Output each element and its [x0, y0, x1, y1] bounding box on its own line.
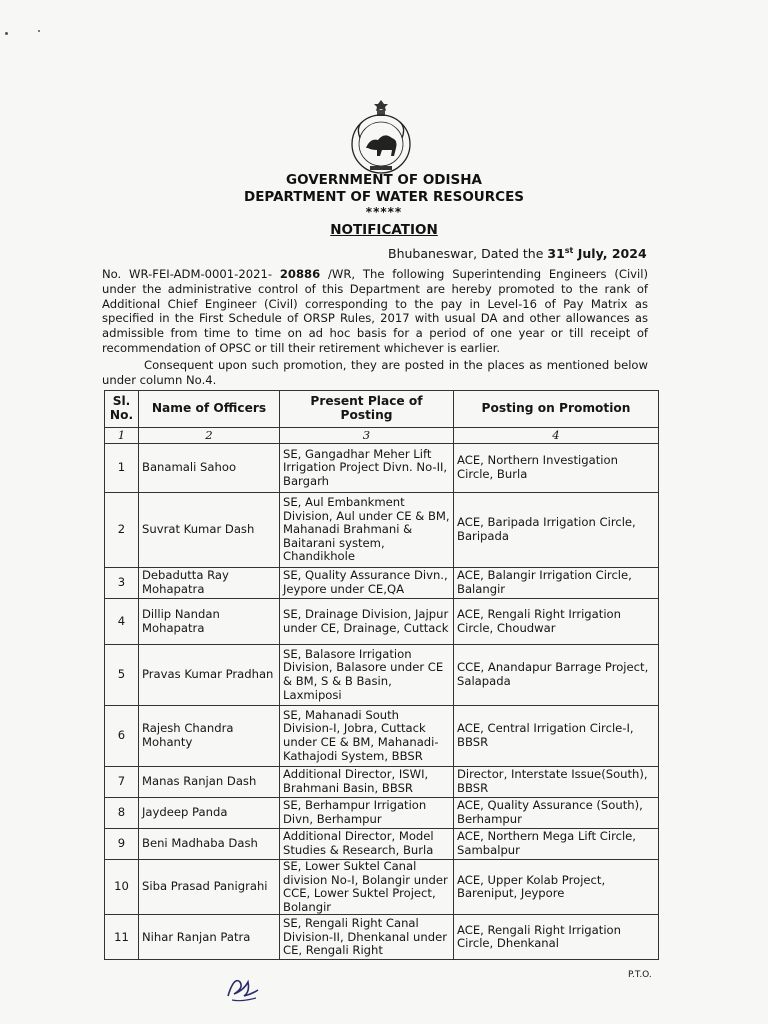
column-number: 2: [139, 428, 280, 444]
table-row: [105, 444, 659, 493]
table-row: [105, 798, 659, 829]
column-number: 1: [105, 428, 139, 444]
promotion-paragraph: [102, 267, 648, 356]
pto-label: P.T.O.: [628, 970, 652, 980]
header-present-posting: Present Place of Posting: [280, 391, 454, 428]
cell-sl-no: 6: [105, 706, 139, 767]
date-month-year: July, 2024: [573, 246, 647, 262]
department-heading: DEPARTMENT OF WATER RESOURCES: [243, 189, 525, 205]
cell-officer-name: Pravas Kumar Pradhan: [139, 645, 280, 706]
reference-prefix: No. WR-FEI-ADM-0001-2021-: [102, 267, 280, 281]
cell-officer-name: Dillip Nandan Mohapatra: [139, 599, 280, 645]
date-day: 31: [547, 246, 565, 262]
signature-icon: [222, 972, 264, 1006]
table-row: [105, 493, 659, 568]
cell-promotion-posting: Director, Interstate Issue(South), BBSR: [454, 767, 659, 798]
table-header-row: [105, 391, 659, 428]
header-name: Name of Officers: [139, 391, 280, 428]
table-row: [105, 767, 659, 798]
cell-promotion-posting: ACE, Rengali Right Irrigation Circle, Dhenkanal: [454, 915, 659, 960]
cell-sl-no: 7: [105, 767, 139, 798]
date-day-suffix: st: [564, 246, 574, 255]
odisha-state-emblem-icon: [346, 98, 416, 176]
table-row: [105, 645, 659, 706]
cell-sl-no: 1: [105, 444, 139, 493]
cell-promotion-posting: ACE, Quality Assurance (South), Berhampur: [454, 798, 659, 829]
cell-sl-no: 5: [105, 645, 139, 706]
cell-present-posting: SE, Gangadhar Meher Lift Irrigation Project Divn. No-II, Bargarh: [280, 444, 454, 493]
cell-sl-no: 4: [105, 599, 139, 645]
table-row: [105, 599, 659, 645]
column-number: 3: [280, 428, 454, 444]
header-promotion-posting: Posting on Promotion: [454, 391, 659, 428]
cell-present-posting: SE, Mahanadi South Division-I, Jobra, Cuttack under CE & BM, Mahanadi-Kathajodi System, BBSR: [280, 706, 454, 767]
cell-promotion-posting: ACE, Balangir Irrigation Circle, Balangir: [454, 568, 659, 599]
table-row: [105, 829, 659, 860]
date-prefix: Bhubaneswar, Dated the: [388, 246, 548, 262]
cell-present-posting: SE, Rengali Right Canal Division-II, Dhenkanal under CE, Rengali Right: [280, 915, 454, 960]
cell-sl-no: 3: [105, 568, 139, 599]
cell-officer-name: Beni Madhaba Dash: [139, 829, 280, 860]
cell-promotion-posting: CCE, Anandapur Barrage Project, Salapada: [454, 645, 659, 706]
cell-promotion-posting: ACE, Northern Mega Lift Circle, Sambalpur: [454, 829, 659, 860]
cell-sl-no: 8: [105, 798, 139, 829]
cell-officer-name: Suvrat Kumar Dash: [139, 493, 280, 568]
table-row: [105, 915, 659, 960]
notification-title: NOTIFICATION: [330, 222, 438, 238]
government-heading: GOVERNMENT OF ODISHA: [286, 172, 482, 188]
cell-present-posting: SE, Berhampur Irrigation Divn, Berhampur: [280, 798, 454, 829]
cell-sl-no: 11: [105, 915, 139, 960]
reference-number: 20886: [279, 267, 321, 281]
promotion-body: /WR, The following Superintending Engineers (Civil) under the administrative control of this Department are hereby promoted to the rank of Additional Chief Engineer (Civil) corresponding to the pay in Level-16 of Pay Matrix as specified in the First Schedule of ORSP Rules, 2017 with usual DA and other allowances as admissible from time to time on ad hoc basis for a period of one year or till receipt of recommendation of OPSC or till their retirement whichever is earlier.: [102, 267, 648, 355]
cell-sl-no: 10: [105, 860, 139, 915]
cell-officer-name: Siba Prasad Panigrahi: [139, 860, 280, 915]
cell-officer-name: Jaydeep Panda: [139, 798, 280, 829]
posting-paragraph: Consequent upon such promotion, they are posted in the places as mentioned below under column No.4.: [102, 358, 648, 387]
cell-present-posting: Additional Director, Model Studies & Research, Burla: [280, 829, 454, 860]
cell-present-posting: Additional Director, ISWI, Brahmani Basin, BBSR: [280, 767, 454, 798]
cell-officer-name: Debadutta Ray Mohapatra: [139, 568, 280, 599]
officers-table: [104, 390, 659, 960]
scan-speck: [38, 30, 40, 32]
column-number: 4: [454, 428, 659, 444]
header-sl-no: Sl. No.: [105, 391, 139, 428]
heading-stars: *****: [365, 205, 403, 219]
cell-promotion-posting: ACE, Northern Investigation Circle, Burla: [454, 444, 659, 493]
date-line: [388, 246, 647, 261]
cell-promotion-posting: ACE, Baripada Irrigation Circle, Baripada: [454, 493, 659, 568]
cell-officer-name: Nihar Ranjan Patra: [139, 915, 280, 960]
cell-promotion-posting: ACE, Central Irrigation Circle-I, BBSR: [454, 706, 659, 767]
column-number-row: [105, 428, 659, 444]
cell-promotion-posting: ACE, Rengali Right Irrigation Circle, Choudwar: [454, 599, 659, 645]
cell-officer-name: Manas Ranjan Dash: [139, 767, 280, 798]
cell-present-posting: SE, Quality Assurance Divn., Jeypore under CE,QA: [280, 568, 454, 599]
cell-promotion-posting: ACE, Upper Kolab Project, Bareniput, Jeypore: [454, 860, 659, 915]
cell-present-posting: SE, Aul Embankment Division, Aul under CE & BM, Mahanadi Brahmani & Baitarani system, Chandikhole: [280, 493, 454, 568]
table-row: [105, 860, 659, 915]
cell-officer-name: Banamali Sahoo: [139, 444, 280, 493]
cell-present-posting: SE, Drainage Division, Jajpur under CE, Drainage, Cuttack: [280, 599, 454, 645]
cell-present-posting: SE, Lower Suktel Canal division No-I, Bolangir under CCE, Lower Suktel Project, Bolangir: [280, 860, 454, 915]
cell-sl-no: 2: [105, 493, 139, 568]
cell-officer-name: Rajesh Chandra Mohanty: [139, 706, 280, 767]
table-row: [105, 568, 659, 599]
cell-sl-no: 9: [105, 829, 139, 860]
cell-present-posting: SE, Balasore Irrigation Division, Balasore under CE & BM, S & B Basin, Laxmiposi: [280, 645, 454, 706]
scan-speck: [5, 32, 8, 35]
table-row: [105, 706, 659, 767]
